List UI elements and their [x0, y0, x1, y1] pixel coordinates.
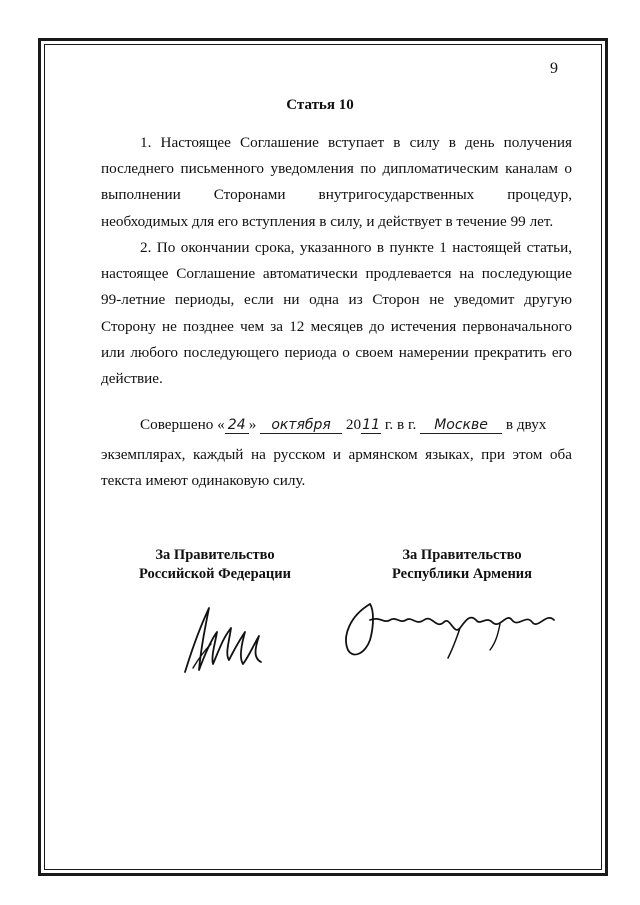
handwritten-day: 24 — [225, 417, 249, 434]
signatory-left-line2: Российской Федерации — [138, 566, 291, 582]
signing-line1-end: в двух — [505, 416, 547, 433]
signatory-right-line1: За Правительство — [402, 547, 522, 563]
signing-date-line — [140, 416, 546, 434]
page-number: 9 — [550, 60, 558, 77]
handwritten-city: Москве — [420, 417, 502, 434]
paragraph-1 — [101, 130, 572, 235]
signing-line-3: текста имеют одинаковую силу. — [101, 472, 306, 489]
signatory-right-line2: Республики Армения — [391, 566, 533, 582]
year-after: г. в г. — [384, 416, 417, 433]
signing-line-2: экземплярах, каждый на русском и армянском языках, при этом оба — [101, 446, 572, 463]
year-prefix: 20 — [345, 416, 362, 433]
signature-right — [340, 590, 560, 662]
signatory-left-line1: За Правительство — [155, 547, 275, 563]
handwritten-month: октября — [260, 417, 342, 434]
quote-close: » — [248, 416, 257, 433]
paragraph-2 — [101, 235, 572, 392]
article-heading: Статья 10 — [286, 97, 354, 113]
paragraph-2-text: 2. По окончании срока, указанного в пункте 1 настоящей статьи, настоящее Соглашение автоматически продлевается на последующие 99-летние периоды, если ни одна из Сторон не уведомит другую Сторону не позднее чем за 12 месяцев до истечения первоначального или любого последующего периода о своем намерении прекратить его действие. — [101, 239, 572, 388]
signing-prefix: Совершено « — [140, 416, 225, 433]
paragraph-1-text: 1. Настоящее Соглашение вступает в силу в день получения последнего письменного уведомления по дипломатическим каналам о выполнении Сторонами внутригосударственных процедур, необходимых для его вступления в силу, и действует в течение 99 лет. — [101, 134, 572, 230]
signature-left — [175, 598, 267, 678]
handwritten-year: 11 — [362, 417, 380, 433]
signatory-left-title — [115, 546, 315, 584]
signatory-right-title — [362, 546, 562, 584]
